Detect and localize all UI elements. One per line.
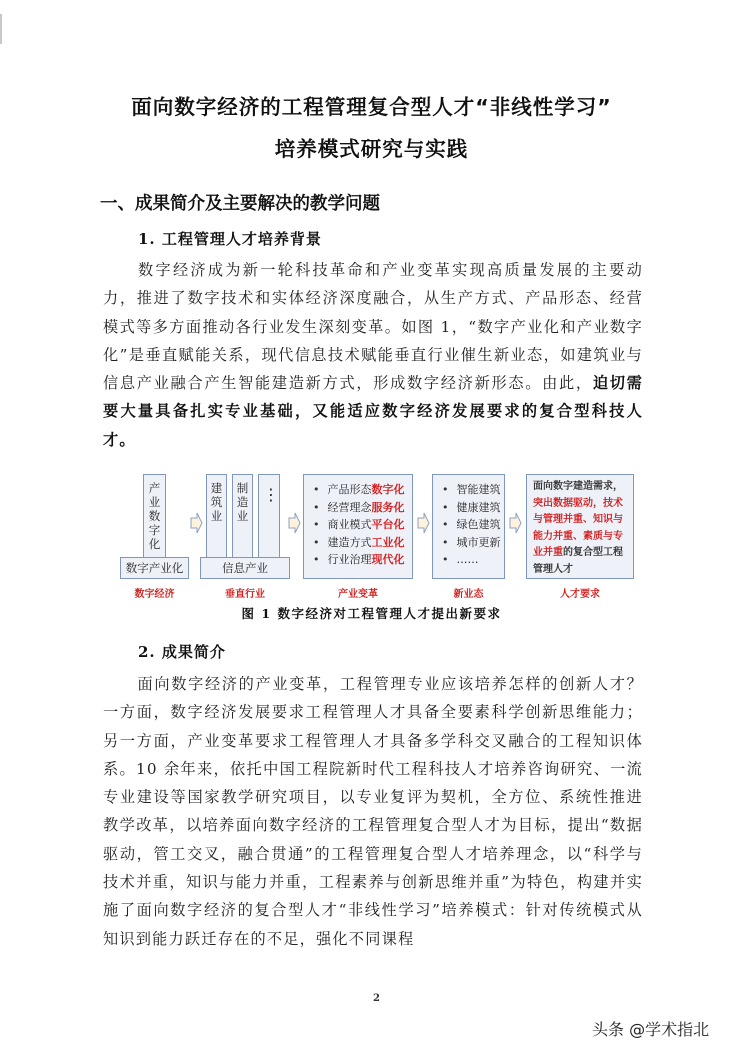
list-item: • ……: [442, 551, 504, 569]
box-new-business-forms: [432, 474, 505, 579]
box-construction-industry-text: 建筑业: [210, 481, 223, 523]
section-heading: 一、成果简介及主要解决的教学问题: [100, 194, 380, 214]
industry-transformation-list: [304, 475, 412, 569]
label-new-business-forms: 新业态: [453, 589, 484, 600]
talent-requirements-intro: 面向数字建造需求，: [533, 481, 623, 492]
label-vertical-industries: 垂直行业: [225, 589, 265, 600]
figure-1-diagram: [100, 465, 645, 600]
page-number: 2: [373, 993, 380, 1004]
box-more-industries: [258, 474, 280, 558]
list-item: • 智能建筑: [442, 481, 504, 499]
paragraph-background: [103, 256, 643, 454]
box-construction-industry: [206, 474, 227, 558]
list-item: • 经营理念服务化: [313, 499, 412, 517]
new-business-forms-list: [433, 475, 504, 569]
box-manufacturing-industry: [232, 474, 253, 558]
page-edge-mark: [0, 14, 2, 44]
paragraph-summary: [103, 670, 643, 953]
label-industry-transformation: 产业变革: [338, 589, 378, 600]
paragraph-background-text: 数字经济成为新一轮科技革命和产业变革实现高质量发展的主要动力，推进了数字技术和实体经济深度融合，从生产方式、产品形态、经营模式等多方面推动各行业发生深刻变革。如图 1，“数字产业化和产业数字化”是垂直赋能关系，现代信息技术赋能垂直行业催生新业态，如建筑业与信息产业融合产生智能建造新方式，形成数字经济新形态。由此，: [103, 261, 643, 393]
box-talent-requirements: [526, 474, 634, 579]
arrow-right-icon: [288, 512, 301, 534]
label-talent-requirements: 人才要求: [560, 589, 600, 600]
paragraph-background-emphasis: 迫切需要大量具备扎实专业基础，又能适应数字经济发展要求的复合型科技人才。: [103, 374, 643, 449]
list-item: • 商业模式平台化: [313, 516, 412, 534]
subsection-heading-1: 1. 工程管理人才培养背景: [138, 230, 322, 248]
talent-requirements-highlight: 突出数据驱动，技术与管理并重、知识与能力并重、素质与专业并重: [533, 497, 623, 558]
arrow-right-icon: [417, 512, 430, 534]
paragraph-summary-text: 面向数字经济的产业变革，工程管理专业应该培养怎样的创新人才？一方面，数字经济发展要求工程管理人才具备全要素科学创新思维能力；另一方面，产业变革要求工程管理人才具备多学科交叉融合的工程知识体系。10 余年来，依托中国工程院新时代工程科技人才培养咨询研究、一流专业建设等国家教学研究项目，以专业复评为契机，全方位、系统性推进教学改革，以培养面向数字经济的工程管理复合型人才为目标，提出“数据驱动，管工交叉，融合贯通”的工程管理复合型人才培养理念，以“科学与技术并重，知识与能力并重，工程素养与创新思维并重”为特色，构建并实施了面向数字经济的复合型人才“非线性学习”培养模式：针对传统模式从知识到能力跃迁存在的不足，强化不同课程: [103, 675, 643, 948]
watermark: 头条 @学术指北: [592, 1020, 710, 1039]
arrow-right-icon: [509, 512, 522, 534]
list-item: • 行业治理现代化: [313, 551, 412, 569]
document-title-line-2: 培养模式研究与实践: [274, 137, 469, 161]
list-item: • 城市更新: [442, 534, 504, 552]
list-item: • 绿色建筑: [442, 516, 504, 534]
box-industry-digitization-text: 产业数字化: [148, 481, 161, 551]
label-digital-economy: 数字经济: [134, 589, 175, 600]
box-industry-digitization: [143, 474, 166, 558]
figure-caption: 图 1 数字经济对工程管理人才提出新要求: [241, 606, 502, 621]
ellipsis-icon: ⋮: [263, 485, 279, 504]
document-title-line-1: 面向数字经济的工程管理复合型人才“非线性学习”: [131, 95, 612, 119]
box-information-industry: 信息产业: [200, 557, 290, 579]
box-manufacturing-industry-text: 制造业: [236, 481, 249, 523]
list-item: • 健康建筑: [442, 499, 504, 517]
list-item: • 产品形态数字化: [313, 481, 412, 499]
box-industry-transformation: [303, 474, 413, 579]
list-item: • 建造方式工业化: [313, 534, 412, 552]
talent-requirements-outro: 的复合型工程管理人才: [533, 547, 623, 575]
arrow-right-icon: [190, 512, 203, 534]
box-digital-industrialization: 数字产业化: [120, 557, 189, 579]
subsection-heading-2: 2. 成果简介: [138, 643, 226, 661]
